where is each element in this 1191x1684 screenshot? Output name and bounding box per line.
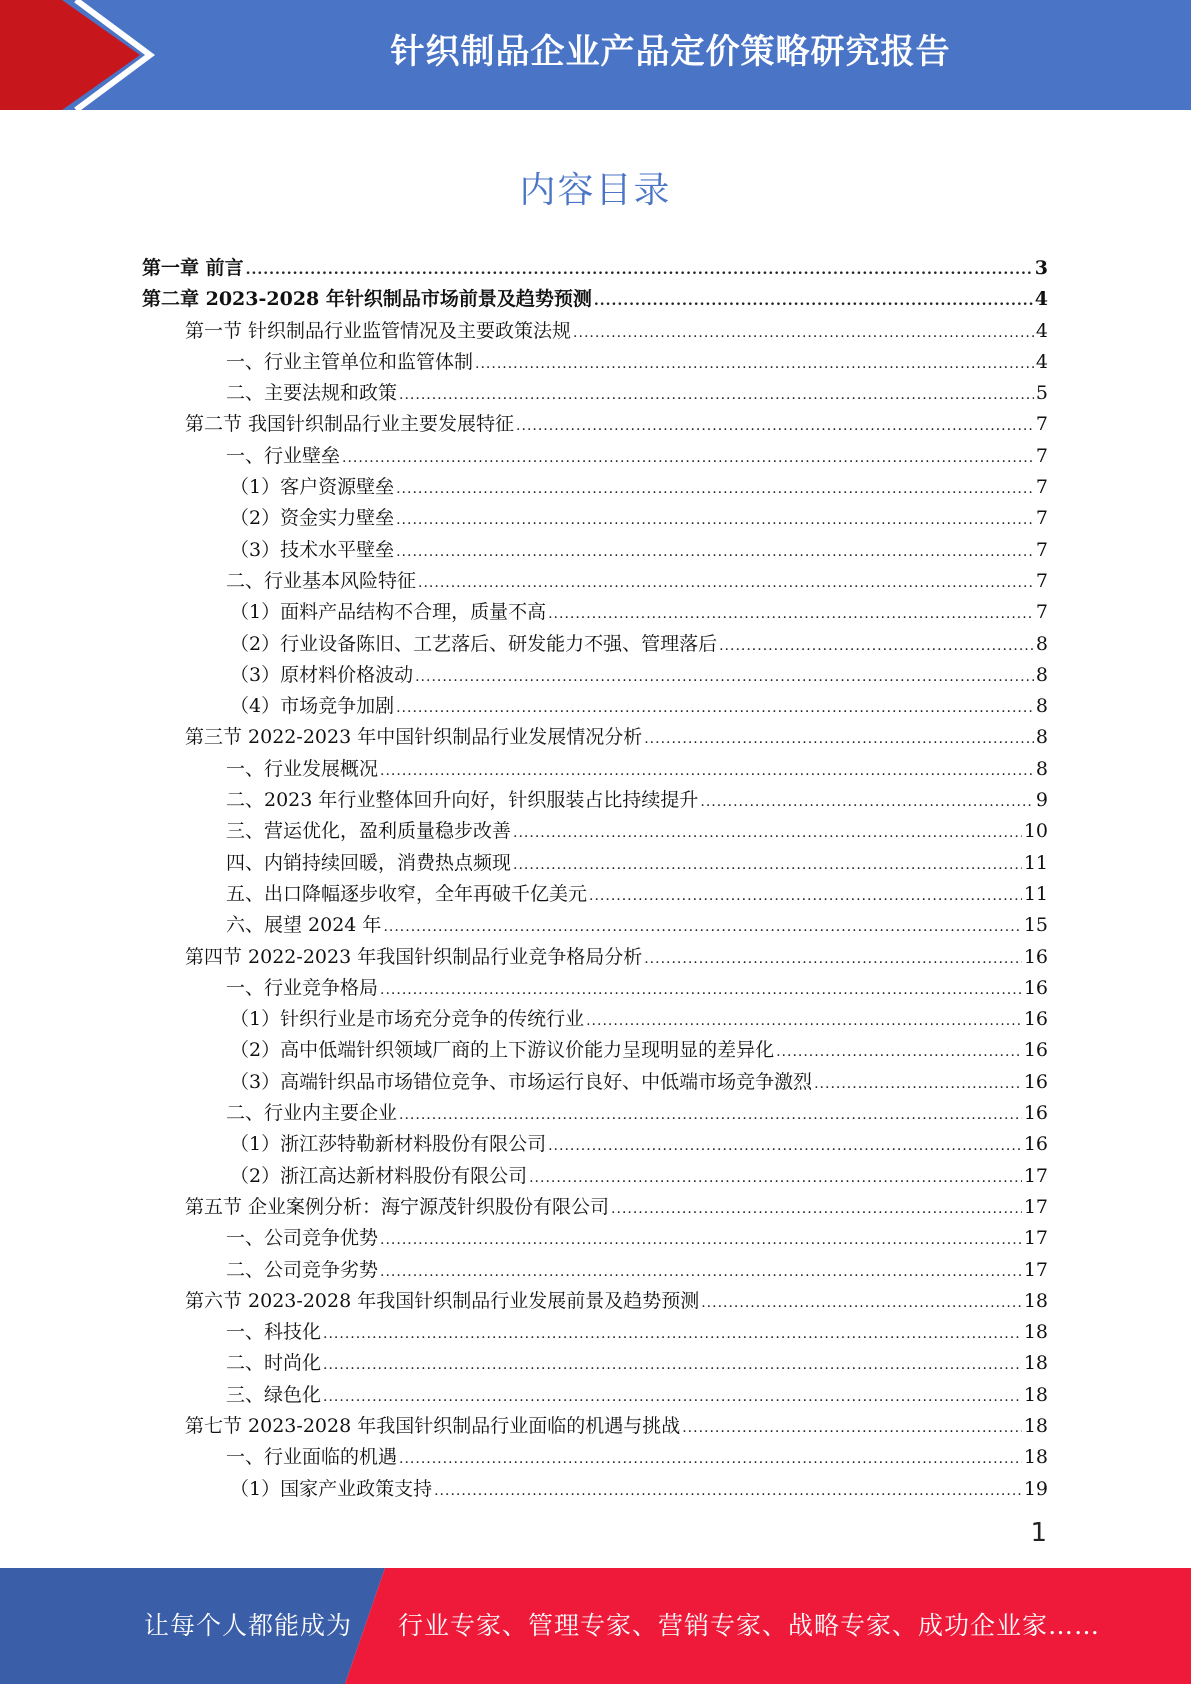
- toc-leader-dots: [396, 544, 1034, 560]
- toc-entry-page: 16: [1023, 1133, 1048, 1156]
- toc-entry-title: （1）面料产品结构不合理，质量不高: [230, 601, 547, 624]
- toc-entry-page: 4: [1035, 350, 1048, 373]
- toc-list: [142, 253, 1048, 1505]
- toc-entry[interactable]: [142, 284, 1048, 315]
- toc-entry-title: （1）浙江莎特勒新材料股份有限公司: [230, 1133, 547, 1156]
- toc-entry-title: （2）资金实力壁垒: [230, 507, 395, 530]
- toc-entry-title: 五、出口降幅逐步收窄，全年再破千亿美元: [226, 882, 588, 905]
- toc-entry-page: 7: [1035, 413, 1048, 436]
- toc-entry-title: （1）国家产业政策支持: [230, 1477, 433, 1500]
- toc-entry[interactable]: [142, 1317, 1048, 1348]
- toc-entry-page: 11: [1023, 882, 1048, 905]
- toc-entry[interactable]: [142, 973, 1048, 1004]
- toc-entry-page: 16: [1023, 976, 1048, 999]
- toc-entry[interactable]: [142, 629, 1048, 660]
- toc-entry[interactable]: [142, 942, 1048, 973]
- toc-leader-dots: [594, 293, 1033, 309]
- toc-entry-page: 9: [1035, 789, 1048, 812]
- toc-entry-page: 7: [1035, 507, 1048, 530]
- toc-entry-page: 17: [1023, 1195, 1048, 1218]
- toc-entry-page: 3: [1034, 257, 1048, 279]
- toc-entry-title: 三、绿色化: [226, 1383, 322, 1406]
- toc-entry-page: 4: [1035, 319, 1048, 342]
- toc-leader-dots: [513, 857, 1022, 873]
- toc-entry[interactable]: [142, 316, 1048, 347]
- toc-entry-title: （3）原材料价格波动: [230, 663, 414, 686]
- toc-entry[interactable]: [142, 910, 1048, 941]
- toc-leader-dots: [396, 481, 1034, 497]
- toc-leader-dots: [383, 919, 1021, 935]
- toc-entry[interactable]: [142, 1411, 1048, 1442]
- toc-leader-dots: [701, 1295, 1022, 1311]
- toc-leader-dots: [682, 1420, 1022, 1436]
- toc-entry-title: 第二章 2023-2028 年针织制品市场前景及趋势预测: [142, 288, 592, 311]
- toc-entry-title: 二、行业内主要企业: [226, 1102, 398, 1125]
- toc-entry-title: 三、营运优化，盈利质量稳步改善: [226, 820, 512, 843]
- toc-entry-title: 二、2023 年行业整体回升向好，针织服装占比持续提升: [226, 789, 699, 812]
- toc-leader-dots: [380, 763, 1034, 779]
- toc-entry[interactable]: [142, 660, 1048, 691]
- toc-entry[interactable]: [142, 1223, 1048, 1254]
- toc-entry-title: （1）针织行业是市场充分竞争的传统行业: [230, 1008, 585, 1031]
- toc-entry-page: 16: [1023, 1008, 1048, 1031]
- toc-entry[interactable]: [142, 1098, 1048, 1129]
- toc-entry[interactable]: [142, 1004, 1048, 1035]
- toc-entry[interactable]: [142, 1286, 1048, 1317]
- toc-entry[interactable]: [142, 347, 1048, 378]
- toc-entry-page: 7: [1035, 476, 1048, 499]
- toc-entry[interactable]: [142, 1255, 1048, 1286]
- toc-entry-page: 15: [1023, 914, 1048, 937]
- toc-entry[interactable]: [142, 253, 1048, 284]
- toc-leader-dots: [644, 731, 1034, 747]
- toc-leader-dots: [396, 512, 1034, 528]
- toc-leader-dots: [415, 669, 1034, 685]
- toc-entry-title: 第一节 针织制品行业监管情况及主要政策法规: [185, 319, 572, 342]
- toc-entry-page: 18: [1023, 1414, 1048, 1437]
- toc-entry-page: 8: [1035, 757, 1048, 780]
- toc-entry[interactable]: [142, 1348, 1048, 1379]
- toc-entry[interactable]: [142, 1380, 1048, 1411]
- toc-entry-page: 8: [1035, 695, 1048, 718]
- toc-entry-page: 18: [1023, 1383, 1048, 1406]
- toc-entry-page: 16: [1023, 1102, 1048, 1125]
- toc-entry[interactable]: [142, 1067, 1048, 1098]
- toc-entry-title: 第二节 我国针织制品行业主要发展特征: [185, 413, 515, 436]
- toc-leader-dots: [434, 1483, 1022, 1499]
- toc-entry[interactable]: [142, 535, 1048, 566]
- toc-entry-page: 4: [1034, 288, 1048, 311]
- toc-leader-dots: [323, 1326, 1022, 1342]
- toc-entry-title: 六、展望 2024 年: [226, 914, 382, 937]
- toc-entry[interactable]: [142, 1442, 1048, 1473]
- toc-entry-page: 16: [1023, 1070, 1048, 1093]
- toc-entry[interactable]: [142, 472, 1048, 503]
- toc-entry-title: 一、行业面临的机遇: [226, 1446, 398, 1469]
- toc-entry-page: 19: [1023, 1477, 1048, 1500]
- toc-leader-dots: [380, 1232, 1022, 1248]
- toc-entry-page: 7: [1035, 569, 1048, 592]
- toc-entry-title: 第五节 企业案例分析：海宁源茂针织股份有限公司: [185, 1195, 610, 1218]
- toc-entry-page: 18: [1023, 1289, 1048, 1312]
- footer-slogan-right: 行业专家、管理专家、营销专家、战略专家、成功企业家……: [398, 1611, 1101, 1640]
- toc-entry-page: 7: [1035, 601, 1048, 624]
- toc-leader-dots: [380, 982, 1022, 998]
- toc-entry[interactable]: [142, 754, 1048, 785]
- header-banner: [0, 0, 1191, 110]
- toc-entry[interactable]: [142, 441, 1048, 472]
- toc-entry-page: 8: [1035, 632, 1048, 655]
- toc-leader-dots: [396, 700, 1034, 716]
- toc-entry[interactable]: [142, 597, 1048, 628]
- toc-entry[interactable]: [142, 1474, 1048, 1505]
- toc-leader-dots: [418, 575, 1034, 591]
- toc-entry-page: 5: [1035, 382, 1048, 405]
- toc-entry[interactable]: [142, 1192, 1048, 1223]
- toc-leader-dots: [776, 1044, 1022, 1060]
- toc-entry-page: 17: [1023, 1227, 1048, 1250]
- toc-entry-title: 第六节 2023-2028 年我国针织制品行业发展前景及趋势预测: [185, 1289, 700, 1312]
- toc-entry-page: 16: [1023, 1039, 1048, 1062]
- footer-slogan-left: 让每个人都能成为: [144, 1611, 353, 1640]
- toc-entry-page: 18: [1023, 1321, 1048, 1344]
- toc-entry-page: 16: [1023, 945, 1048, 968]
- toc-entry-title: 一、科技化: [226, 1321, 322, 1344]
- toc-leader-dots: [814, 1076, 1022, 1092]
- toc-leader-dots: [700, 794, 1034, 810]
- toc-leader-dots: [399, 1107, 1022, 1123]
- toc-entry-title: 第三节 2022-2023 年中国针织制品行业发展情况分析: [185, 726, 643, 749]
- toc-entry-page: 10: [1023, 820, 1048, 843]
- toc-entry[interactable]: [142, 691, 1048, 722]
- toc-entry-page: 17: [1023, 1258, 1048, 1281]
- toc-entry[interactable]: [142, 1035, 1048, 1066]
- toc-leader-dots: [475, 356, 1034, 372]
- toc-entry-page: 17: [1023, 1164, 1048, 1187]
- toc-leader-dots: [323, 1389, 1022, 1405]
- toc-leader-dots: [573, 325, 1034, 341]
- toc-entry-title: （1）客户资源壁垒: [230, 476, 395, 499]
- toc-leader-dots: [246, 262, 1033, 278]
- toc-entry-title: 第七节 2023-2028 年我国针织制品行业面临的机遇与挑战: [185, 1414, 681, 1437]
- toc-entry-page: 7: [1035, 538, 1048, 561]
- toc-entry-title: （2）高中低端针织领域厂商的上下游议价能力呈现明显的差异化: [230, 1039, 775, 1062]
- toc-entry[interactable]: [142, 378, 1048, 409]
- toc-entry-page: 8: [1035, 726, 1048, 749]
- toc-leader-dots: [548, 606, 1034, 622]
- toc-entry[interactable]: [142, 503, 1048, 534]
- toc-leader-dots: [611, 1201, 1022, 1217]
- toc-entry-title: 二、行业基本风险特征: [226, 569, 417, 592]
- toc-leader-dots: [548, 1138, 1022, 1154]
- toc-entry-title: （4）市场竞争加剧: [230, 695, 395, 718]
- toc-entry-page: 18: [1023, 1446, 1048, 1469]
- toc-leader-dots: [380, 1264, 1022, 1280]
- toc-entry[interactable]: [142, 1129, 1048, 1160]
- toc-entry-title: 四、内销持续回暖，消费热点频现: [226, 851, 512, 874]
- toc-leader-dots: [399, 1451, 1022, 1467]
- toc-entry-title: 一、行业壁垒: [226, 444, 341, 467]
- toc-entry[interactable]: [142, 816, 1048, 847]
- toc-entry-title: （2）行业设备陈旧、工艺落后、研发能力不强、管理落后: [230, 632, 718, 655]
- toc-entry[interactable]: [142, 879, 1048, 910]
- toc-entry-title: 第一章 前言: [142, 257, 244, 279]
- toc-leader-dots: [529, 1170, 1022, 1186]
- toc-leader-dots: [399, 387, 1034, 403]
- header-arrow-decoration: [0, 0, 160, 110]
- toc-entry[interactable]: [142, 785, 1048, 816]
- toc-leader-dots: [644, 951, 1022, 967]
- toc-entry-page: 18: [1023, 1352, 1048, 1375]
- page-number: 1: [1030, 1518, 1047, 1548]
- toc-leader-dots: [586, 1013, 1022, 1029]
- toc-entry-title: （3）高端针织品市场错位竞争、市场运行良好、中低端市场竞争激烈: [230, 1070, 813, 1093]
- report-title: 针织制品企业产品定价策略研究报告: [390, 32, 951, 72]
- toc-leader-dots: [342, 450, 1034, 466]
- toc-leader-dots: [323, 1357, 1022, 1373]
- toc-entry-page: 8: [1035, 663, 1048, 686]
- toc-entry-title: 一、公司竞争优势: [226, 1227, 379, 1250]
- toc-entry-title: 一、行业竞争格局: [226, 976, 379, 999]
- toc-leader-dots: [719, 638, 1034, 654]
- toc-entry[interactable]: [142, 566, 1048, 597]
- toc-entry-title: 二、时尚化: [226, 1352, 322, 1375]
- toc-entry-title: 一、行业主管单位和监管体制: [226, 350, 474, 373]
- toc-entry[interactable]: [142, 722, 1048, 753]
- toc-leader-dots: [516, 418, 1034, 434]
- toc-entry-title: 第四节 2022-2023 年我国针织制品行业竞争格局分析: [185, 945, 643, 968]
- toc-entry-title: 二、主要法规和政策: [226, 382, 398, 405]
- toc-entry[interactable]: [142, 1161, 1048, 1192]
- toc-entry-title: （2）浙江高达新材料股份有限公司: [230, 1164, 528, 1187]
- footer-banner: [0, 1568, 1191, 1684]
- toc-entry-title: （3）技术水平壁垒: [230, 538, 395, 561]
- toc-entry-page: 11: [1023, 851, 1048, 874]
- toc-heading: 内容目录: [519, 170, 672, 211]
- toc-leader-dots: [513, 825, 1022, 841]
- toc-entry[interactable]: [142, 409, 1048, 440]
- toc-entry-title: 一、行业发展概况: [226, 757, 379, 780]
- toc-entry-title: 二、公司竞争劣势: [226, 1258, 379, 1281]
- toc-leader-dots: [589, 888, 1022, 904]
- toc-entry[interactable]: [142, 848, 1048, 879]
- toc-entry-page: 7: [1035, 444, 1048, 467]
